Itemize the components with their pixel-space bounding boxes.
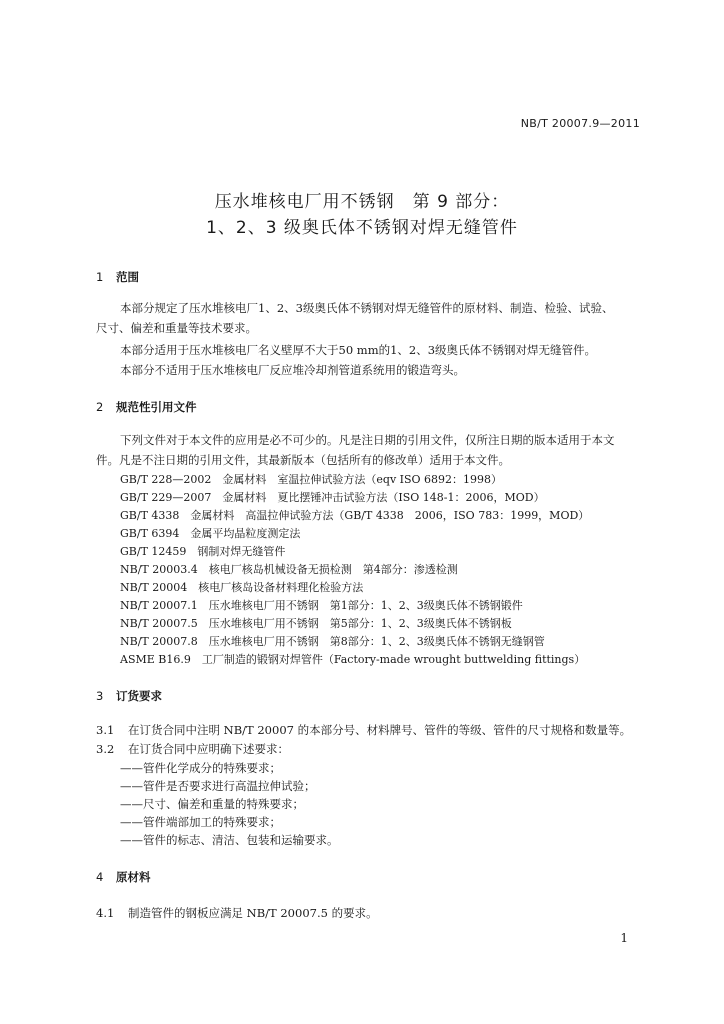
requirement-item: ——管件的标志、清洁、包装和运输要求。 [120,833,339,847]
section-2-heading [96,399,197,415]
clause-number: 4.1 [96,906,115,920]
paragraph-line: 本部分不适用于压水堆核电厂反应堆冷却剂管道系统用的锻造弯头。 [120,363,465,377]
section-3-heading [96,688,162,704]
reference-item: NB/T 20007.1 压水堆核电厂用不锈钢 第1部分：1、2、3级奥氏体不锈钢锻件 [120,599,523,612]
section-title: 订货要求 [116,689,162,703]
paragraph-line: 下列文件对于本文件的应用是必不可少的。凡是注日期的引用文件，仅所注日期的版本适用于本文 [120,433,615,447]
reference-item: NB/T 20007.8 压水堆核电厂用不锈钢 第8部分：1、2、3级奥氏体不锈钢无缝钢管 [120,635,545,648]
reference-item: GB/T 12459 钢制对焊无缝管件 [120,545,286,558]
section-title: 规范性引用文件 [116,400,197,414]
clause-3-1 [96,722,631,738]
section-number: 4 [96,870,104,884]
section-number: 1 [96,270,104,284]
clause-4-1 [96,905,378,921]
section-1-heading [96,269,139,285]
paragraph-line: 件。凡是不注日期的引用文件，其最新版本（包括所有的修改单）适用于本文件。 [96,453,510,467]
clause-number: 3.2 [96,742,115,756]
requirement-item: ——管件端部加工的特殊要求； [120,815,281,829]
clause-text: 制造管件的钢板应满足 NB/T 20007.5 的要求。 [128,906,378,920]
clause-3-2 [96,741,289,757]
standard-code: NB/T 20007.9—2011 [520,117,640,130]
reference-item: GB/T 228—2002 金属材料 室温拉伸试验方法（eqv ISO 6892：1998） [120,473,503,486]
section-4-heading [96,869,151,885]
reference-item: NB/T 20007.5 压水堆核电厂用不锈钢 第5部分：1、2、3级奥氏体不锈钢板 [120,617,512,630]
page-number: 1 [620,931,628,945]
reference-item: NB/T 20003.4 核电厂核岛机械设备无损检测 第4部分：渗透检测 [120,563,458,576]
reference-item: ASME B16.9 工厂制造的锻钢对焊管件（Factory-made wrought buttwelding fittings） [120,653,586,666]
requirement-item: ——尺寸、偏差和重量的特殊要求； [120,797,304,811]
reference-item: NB/T 20004 核电厂核岛设备材料理化检验方法 [120,581,364,594]
requirement-item: ——管件化学成分的特殊要求； [120,761,281,775]
clause-text: 在订货合同中应明确下述要求： [128,742,289,756]
section-title: 范围 [116,270,139,284]
section-number: 2 [96,400,104,414]
section-number: 3 [96,689,104,703]
section-title: 原材料 [116,870,151,884]
clause-number: 3.1 [96,723,115,737]
reference-item: GB/T 229—2007 金属材料 夏比摆锤冲击试验方法（ISO 148-1：2006，MOD） [120,491,545,504]
reference-item: GB/T 4338 金属材料 高温拉伸试验方法（GB/T 4338 2006，ISO 783：1999，MOD） [120,509,590,522]
document-title-line1: 压水堆核电厂用不锈钢 第 9 部分： [214,192,510,212]
paragraph-line: 尺寸、偏差和重量等技术要求。 [96,321,257,335]
paragraph-line: 本部分适用于压水堆核电厂名义壁厚不大于50 mm的1、2、3级奥氏体不锈钢对焊无缝管件。 [120,343,597,357]
reference-item: GB/T 6394 金属平均晶粒度测定法 [120,527,301,540]
clause-text: 在订货合同中注明 NB/T 20007 的本部分号、材料牌号、管件的等级、管件的尺寸规格和数量等。 [128,723,632,737]
document-title-line2: 1、2、3 级奥氏体不锈钢对焊无缝管件 [206,218,518,238]
requirement-item: ——管件是否要求进行高温拉伸试验； [120,779,316,793]
paragraph-line: 本部分规定了压水堆核电厂1、2、3级奥氏体不锈钢对焊无缝管件的原材料、制造、检验、试验、 [120,301,614,315]
